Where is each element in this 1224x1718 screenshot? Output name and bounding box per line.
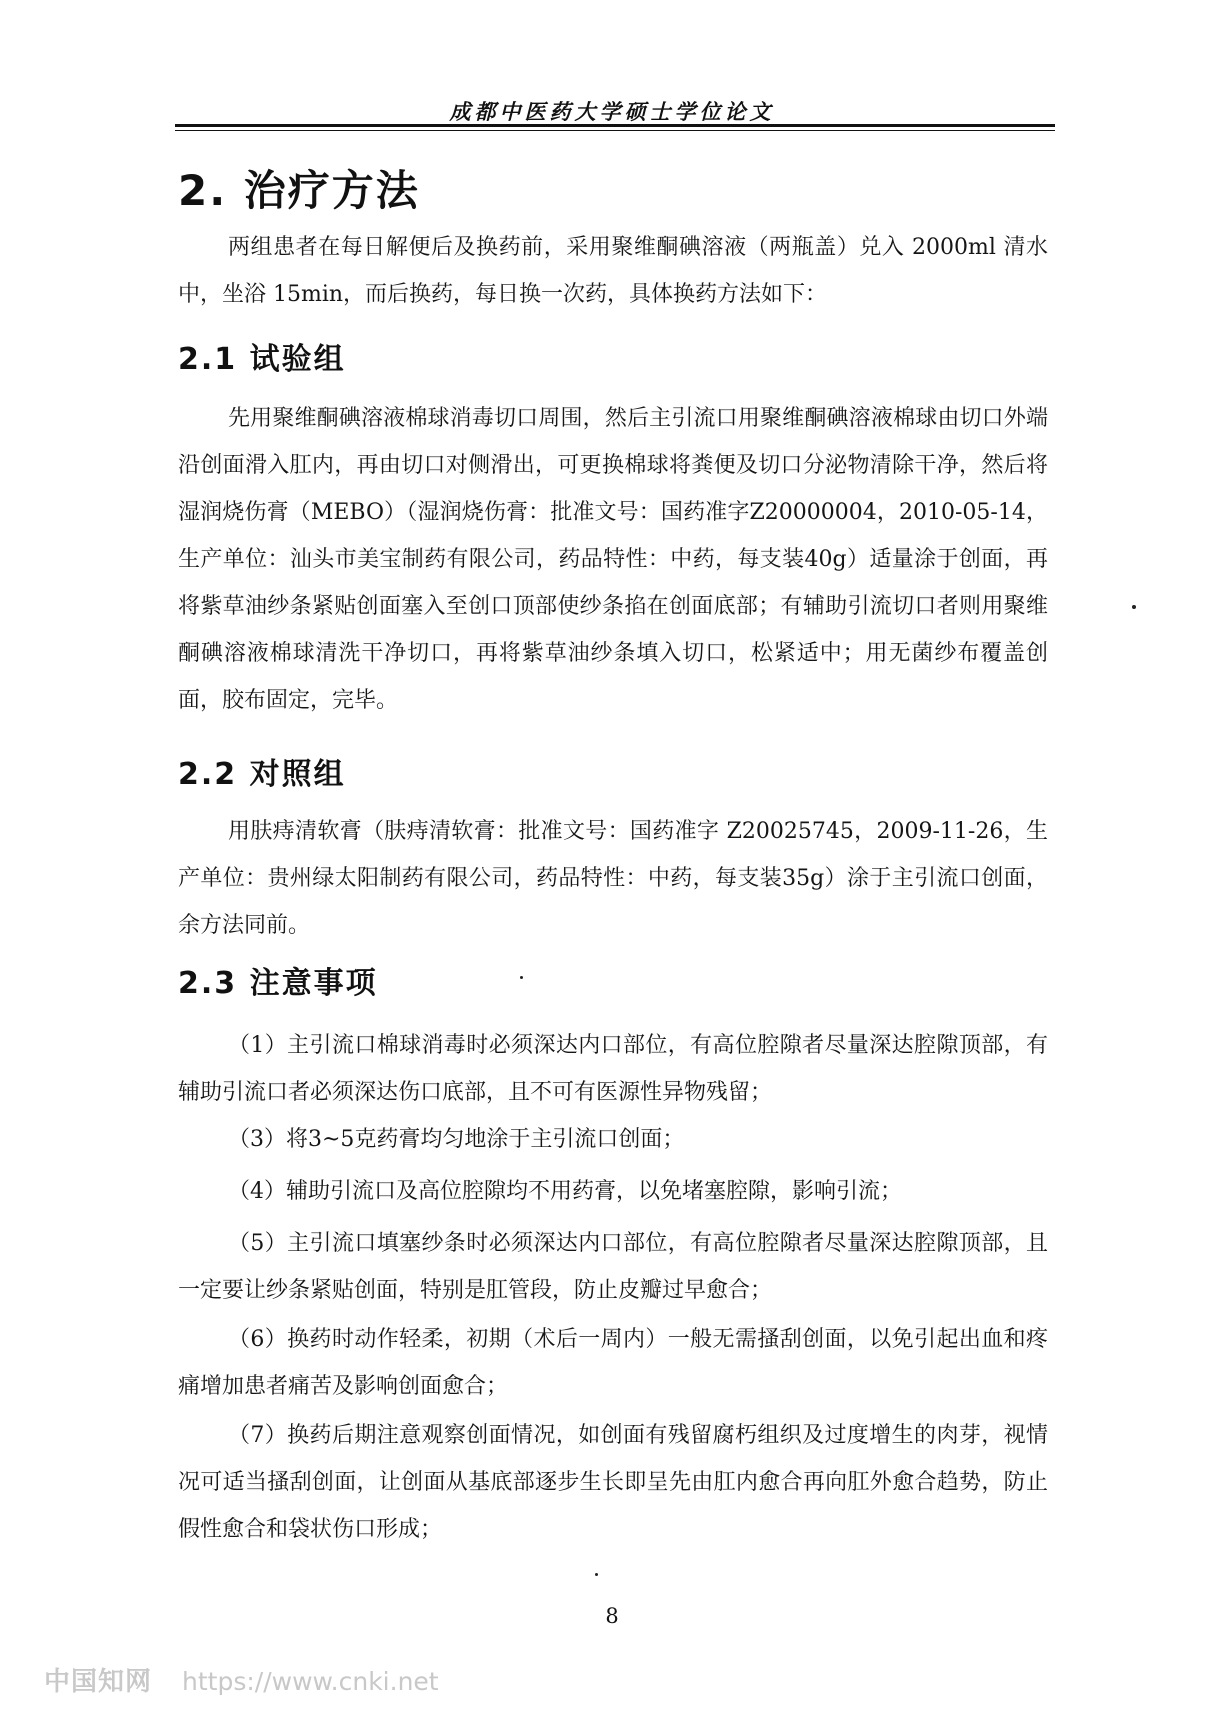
page-number: 8 <box>605 1604 619 1628</box>
precaution-item-6: （6）换药时动作轻柔，初期（术后一周内）一般无需搔刮创面，以免引起出血和疼痛增加患者痛苦及影响创面愈合； <box>178 1327 1048 1399</box>
subsection-heading-control-group: 2.2 对照组 <box>178 757 346 792</box>
precaution-item-3: （3）将3~5克药膏均匀地涂于主引流口创面； <box>228 1127 685 1152</box>
scan-speck <box>520 976 523 979</box>
control-group-paragraph: 用肤痔清软膏（肤痔清软膏：批准文号：国药准字 Z20025745，2009-11-26，生产单位：贵州绿太阳制药有限公司，药品特性：中药，每支装35g）涂于主引流口创面，余方法同前。 <box>178 819 1048 938</box>
scan-speck <box>595 1573 598 1576</box>
cnki-url-text: https://www.cnki.net <box>182 1667 439 1696</box>
header-rule-thin <box>175 130 1055 131</box>
trial-group-paragraph: 先用聚维酮碘溶液棉球消毒切口周围，然后主引流口用聚维酮碘溶液棉球由切口外端沿创面滑入肛内，再由切口对侧滑出，可更换棉球将粪便及切口分泌物清除干净，然后将湿润烧伤膏（MEBO）（湿润烧伤膏：批准文号：国药准字Z20000004，2010-05-14，生产单位：汕头市美宝制药有限公司，药品特性：中药，每支装40g）适量涂于创面，再将紫草油纱条紧贴创面塞入至创口顶部使纱条掐在创面底部；有辅助引流切口者则用聚维酮碘溶液棉球清洗干净切口，再将紫草油纱条填入切口，松紧适中；用无菌纱布覆盖创面，胶布固定，完毕。 <box>178 406 1048 713</box>
header-rule-thick <box>175 124 1055 127</box>
precaution-item-7: （7）换药后期注意观察创面情况，如创面有残留腐朽组织及过度增生的肉芽，视情况可适当搔刮创面，让创面从基底部逐步生长即呈先由肛内愈合再向肛外愈合趋势，防止假性愈合和袋状伤口形成； <box>178 1423 1048 1542</box>
section-heading: 2. 治疗方法 <box>178 166 420 215</box>
subsection-heading-precautions: 2.3 注意事项 <box>178 966 378 1001</box>
precaution-item-4: （4）辅助引流口及高位腔隙均不用药膏，以免堵塞腔隙，影响引流； <box>228 1179 902 1204</box>
subsection-heading-trial-group: 2.1 试验组 <box>178 342 346 377</box>
precaution-item-5: （5）主引流口填塞纱条时必须深达内口部位，有高位腔隙者尽量深达腔隙顶部，且一定要让纱条紧贴创面，特别是肛管段，防止皮瓣过早愈合； <box>178 1231 1048 1303</box>
running-header-title: 成都中医药大学硕士学位论文 <box>449 99 775 124</box>
scan-speck <box>1132 605 1136 609</box>
precaution-item-1: （1）主引流口棉球消毒时必须深达内口部位，有高位腔隙者尽量深达腔隙顶部，有辅助引流口者必须深达伤口底部，且不可有医源性异物残留； <box>178 1033 1048 1105</box>
cnki-logo-text: 中国知网 <box>44 1667 153 1697</box>
section-intro-paragraph: 两组患者在每日解便后及换药前，采用聚维酮碘溶液（两瓶盖）兑入 2000ml 清水中，坐浴 15min，而后换药，每日换一次药，具体换药方法如下： <box>178 235 1048 307</box>
cnki-watermark <box>44 1661 439 1698</box>
